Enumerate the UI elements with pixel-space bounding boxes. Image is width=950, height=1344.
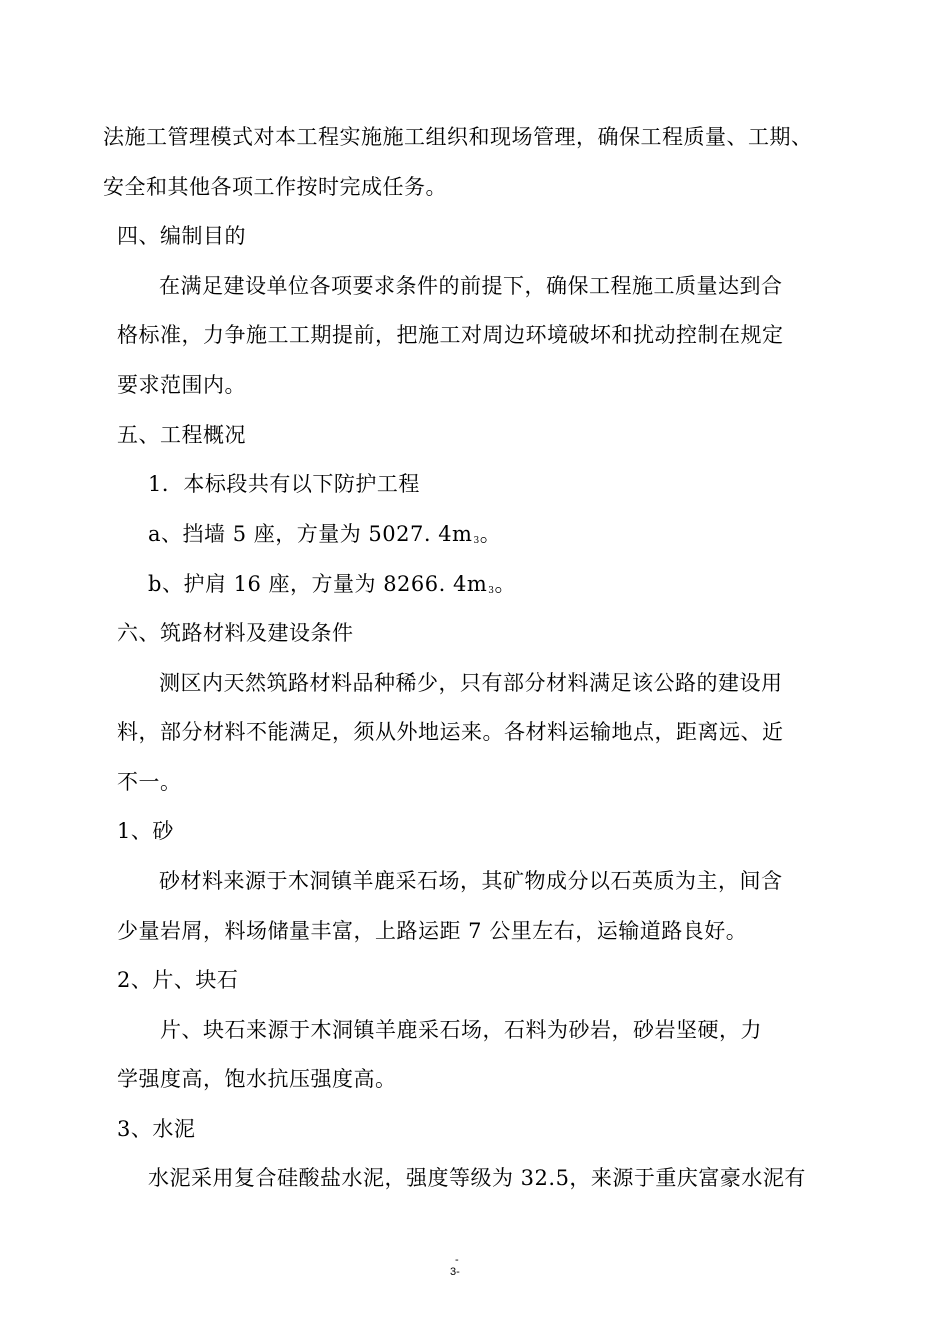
list-item: 1．本标段共有以下防护工程 xyxy=(148,472,420,496)
page-footer-dash: - xyxy=(455,1254,459,1266)
paragraph-line: 片、块石来源于木洞镇羊鹿采石场，石料为砂岩，砂岩坚硬，力 xyxy=(160,1018,762,1042)
paragraph-line: 要求范围内。 xyxy=(117,373,246,397)
paragraph-line: 在满足建设单位各项要求条件的前提下，确保工程施工质量达到合 xyxy=(159,274,783,298)
cubic-superscript: 3 xyxy=(473,536,480,546)
page-number: 3- xyxy=(450,1266,460,1278)
section-heading: 五、工程概况 xyxy=(117,423,246,447)
paragraph-line: 学强度高，饱水抗压强度高。 xyxy=(117,1067,397,1091)
paragraph-line: 少量岩屑，料场储量丰富，上路运距 7 公里左右，运输道路良好。 xyxy=(117,919,748,943)
paragraph-line: 砂材料来源于木洞镇羊鹿采石场，其矿物成分以石英质为主，间含 xyxy=(159,869,783,893)
item-a-text: a、挡墙 5 座，方量为 5027. 4m xyxy=(148,522,473,546)
subsection-heading: 1、砂 xyxy=(117,819,174,843)
item-b-text: b、护肩 16 座，方量为 8266. 4m xyxy=(148,572,488,596)
paragraph-line: 不一。 xyxy=(117,770,182,794)
paragraph-line: 测区内天然筑路材料品种稀少，只有部分材料满足该公路的建设用 xyxy=(159,671,783,695)
paragraph-line: 料，部分材料不能满足，须从外地运来。各材料运输地点，距离远、近 xyxy=(117,720,784,744)
list-item xyxy=(148,571,516,604)
paragraph-line: 水泥采用复合硅酸盐水泥，强度等级为 32.5，来源于重庆富豪水泥有 xyxy=(148,1166,806,1190)
section-heading: 六、筑路材料及建设条件 xyxy=(117,621,354,645)
item-b-end: 。 xyxy=(494,572,516,596)
item-a-end: 。 xyxy=(479,522,502,546)
paragraph-line: 法施工管理模式对本工程实施施工组织和现场管理，确保工程质量、工期、 xyxy=(103,125,813,149)
list-item xyxy=(148,521,501,554)
section-heading: 四、编制目的 xyxy=(117,224,246,248)
subsection-heading: 2、片、块石 xyxy=(117,968,239,992)
cubic-superscript: 3 xyxy=(488,586,495,596)
subsection-heading: 3、水泥 xyxy=(117,1117,196,1141)
paragraph-line: 安全和其他各项工作按时完成任务。 xyxy=(103,175,447,199)
paragraph-line: 格标准，力争施工工期提前，把施工对周边环境破坏和扰动控制在规定 xyxy=(117,323,784,347)
